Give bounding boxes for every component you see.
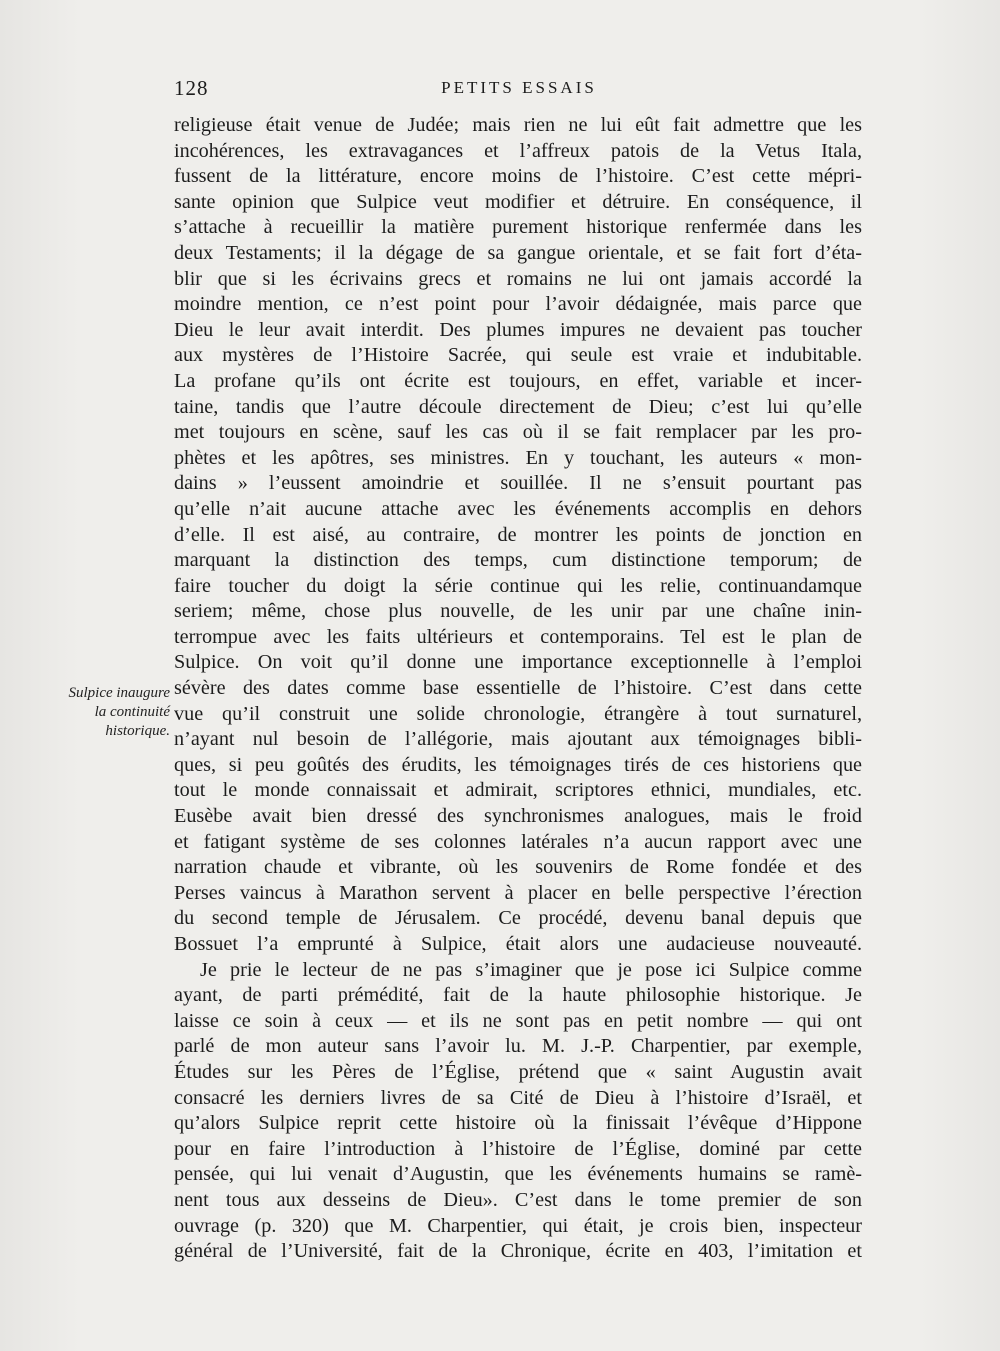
text-line: taine, tandis que l’autre découle directement de Dieu; c’est lui qu’elle bbox=[174, 395, 862, 418]
text-line: sante opinion que Sulpice veut modifier et détruire. En conséquence, il bbox=[174, 190, 862, 213]
text-line: nent tous aux desseins de Dieu». C’est dans le tome premier de son bbox=[174, 1188, 862, 1211]
text-line: Perses vaincus à Marathon servent à placer en belle perspective l’érection bbox=[174, 881, 862, 904]
text-line: sévère des dates comme base essentielle de l’histoire. C’est dans cette bbox=[174, 677, 862, 700]
text-line: et fatigant système de ses colonnes latérales n’a aucun rapport avec une bbox=[174, 830, 862, 853]
text-line: phètes et les apôtres, ses ministres. En y touchant, les auteurs « mon- bbox=[174, 446, 862, 469]
text-line: incohérences, les extravagances et l’affreux patois de la Vetus Itala, bbox=[174, 139, 862, 162]
text-line: laisse ce soin à ceux — et ils ne sont pas en petit nombre — qui ont bbox=[174, 1009, 862, 1032]
text-line: du second temple de Jérusalem. Ce procédé, devenu banal depuis que bbox=[174, 907, 862, 930]
text-line: vue qu’il construit une solide chronologie, étrangère à tout surnaturel, bbox=[174, 702, 862, 725]
text-line: Eusèbe avait bien dressé des synchronismes analogues, mais le froid bbox=[174, 805, 862, 828]
text-line: pensée, qui lui venait d’Augustin, que les événements humains se ramè- bbox=[174, 1163, 862, 1186]
text-line: faire toucher du doigt la série continue qui les relie, continuandamque bbox=[174, 574, 862, 597]
text-line: s’attache à recueillir la matière purement historique renfermée dans les bbox=[174, 216, 862, 239]
text-line: Études sur les Pères de l’Église, prétend que « saint Augustin avait bbox=[174, 1060, 862, 1083]
margin-note bbox=[44, 684, 170, 741]
text-line: moindre mention, ce n’est point pour l’avoir dédaignée, mais parce que bbox=[174, 293, 862, 316]
text-line: aux mystères de l’Histoire Sacrée, qui seule est vraie et indubitable. bbox=[174, 344, 862, 367]
text-line: Bossuet l’a emprunté à Sulpice, était alors une audacieuse nouveauté. bbox=[174, 933, 862, 955]
body-text bbox=[174, 113, 862, 1265]
text-line: tout le monde connaissait et admirait, scriptores ethnici, mundiales, etc. bbox=[174, 779, 862, 802]
page-number: 128 bbox=[174, 76, 209, 100]
text-line: qu’alors Sulpice reprit cette histoire où la finissait l’évêque d’Hippone bbox=[174, 1112, 862, 1135]
text-line: terrompue avec les faits ultérieurs et contemporains. Tel est le plan de bbox=[174, 625, 862, 648]
text-line: marquant la distinction des temps, cum distinctione temporum; de bbox=[174, 549, 862, 572]
text-line: ouvrage (p. 320) que M. Charpentier, qui était, je crois bien, inspecteur bbox=[174, 1214, 862, 1237]
text-line: blir que si les écrivains grecs et romains ne lui ont jamais accordé la bbox=[174, 267, 862, 290]
margin-note-line: Sulpice inaugure bbox=[68, 685, 170, 701]
margin-note-line: la continuité bbox=[94, 704, 170, 720]
running-title: PETITS ESSAIS bbox=[441, 78, 597, 97]
text-line: ayant, de parti prémédité, fait de la haute philosophie historique. Je bbox=[174, 984, 862, 1007]
text-line: narration chaude et vibrante, où les souvenirs de Rome fondée et des bbox=[174, 856, 862, 879]
text-line: d’elle. Il est aisé, au contraire, de montrer les points de jonction en bbox=[174, 523, 862, 546]
text-line: religieuse était venue de Judée; mais rien ne lui eût fait admettre que les bbox=[174, 114, 862, 136]
text-line: consacré les derniers livres de sa Cité de Dieu à l’histoire d’Israël, et bbox=[174, 1086, 862, 1109]
text-line: Je prie le lecteur de ne pas s’imaginer que je pose ici Sulpice comme bbox=[200, 958, 862, 981]
margin-note-line: historique. bbox=[105, 723, 170, 739]
text-line: seriem; même, chose plus nouvelle, de les unir par une chaîne inin- bbox=[174, 600, 862, 623]
text-line: général de l’Université, fait de la Chronique, écrite en 403, l’imitation et bbox=[174, 1240, 862, 1263]
text-line: pour en faire l’introduction à l’histoire de l’Église, dominé par cette bbox=[174, 1137, 862, 1160]
text-line: met toujours en scène, sauf les cas où il se fait remplacer par les pro- bbox=[174, 421, 862, 444]
text-line: parlé de mon auteur sans l’avoir lu. M. J.-P. Charpentier, par exemple, bbox=[174, 1035, 862, 1058]
text-line: Sulpice. On voit qu’il donne une importance exceptionnelle à l’emploi bbox=[174, 651, 862, 674]
text-line: dains » l’eussent amoindrie et souillée. Il ne s’ensuit pourtant pas bbox=[174, 472, 862, 495]
text-line: qu’elle n’ait aucune attache avec les événements accomplis en dehors bbox=[174, 497, 862, 520]
text-line: Dieu le leur avait interdit. Des plumes impures ne devaient pas toucher bbox=[174, 318, 862, 341]
text-line: La profane qu’ils ont écrite est toujours, en effet, variable et incer- bbox=[174, 369, 862, 392]
text-line: n’ayant nul besoin de l’allégorie, mais ajoutant aux témoignages bibli- bbox=[174, 728, 862, 751]
text-line: deux Testaments; il la dégage de sa gangue orientale, et se fait fort d’éta- bbox=[174, 241, 862, 264]
text-line: fussent de la littérature, encore moins de l’histoire. C’est cette mépri- bbox=[174, 165, 862, 188]
text-line: ques, si peu goûtés des érudits, les témoignages tirés de ces historiens que bbox=[174, 753, 862, 776]
